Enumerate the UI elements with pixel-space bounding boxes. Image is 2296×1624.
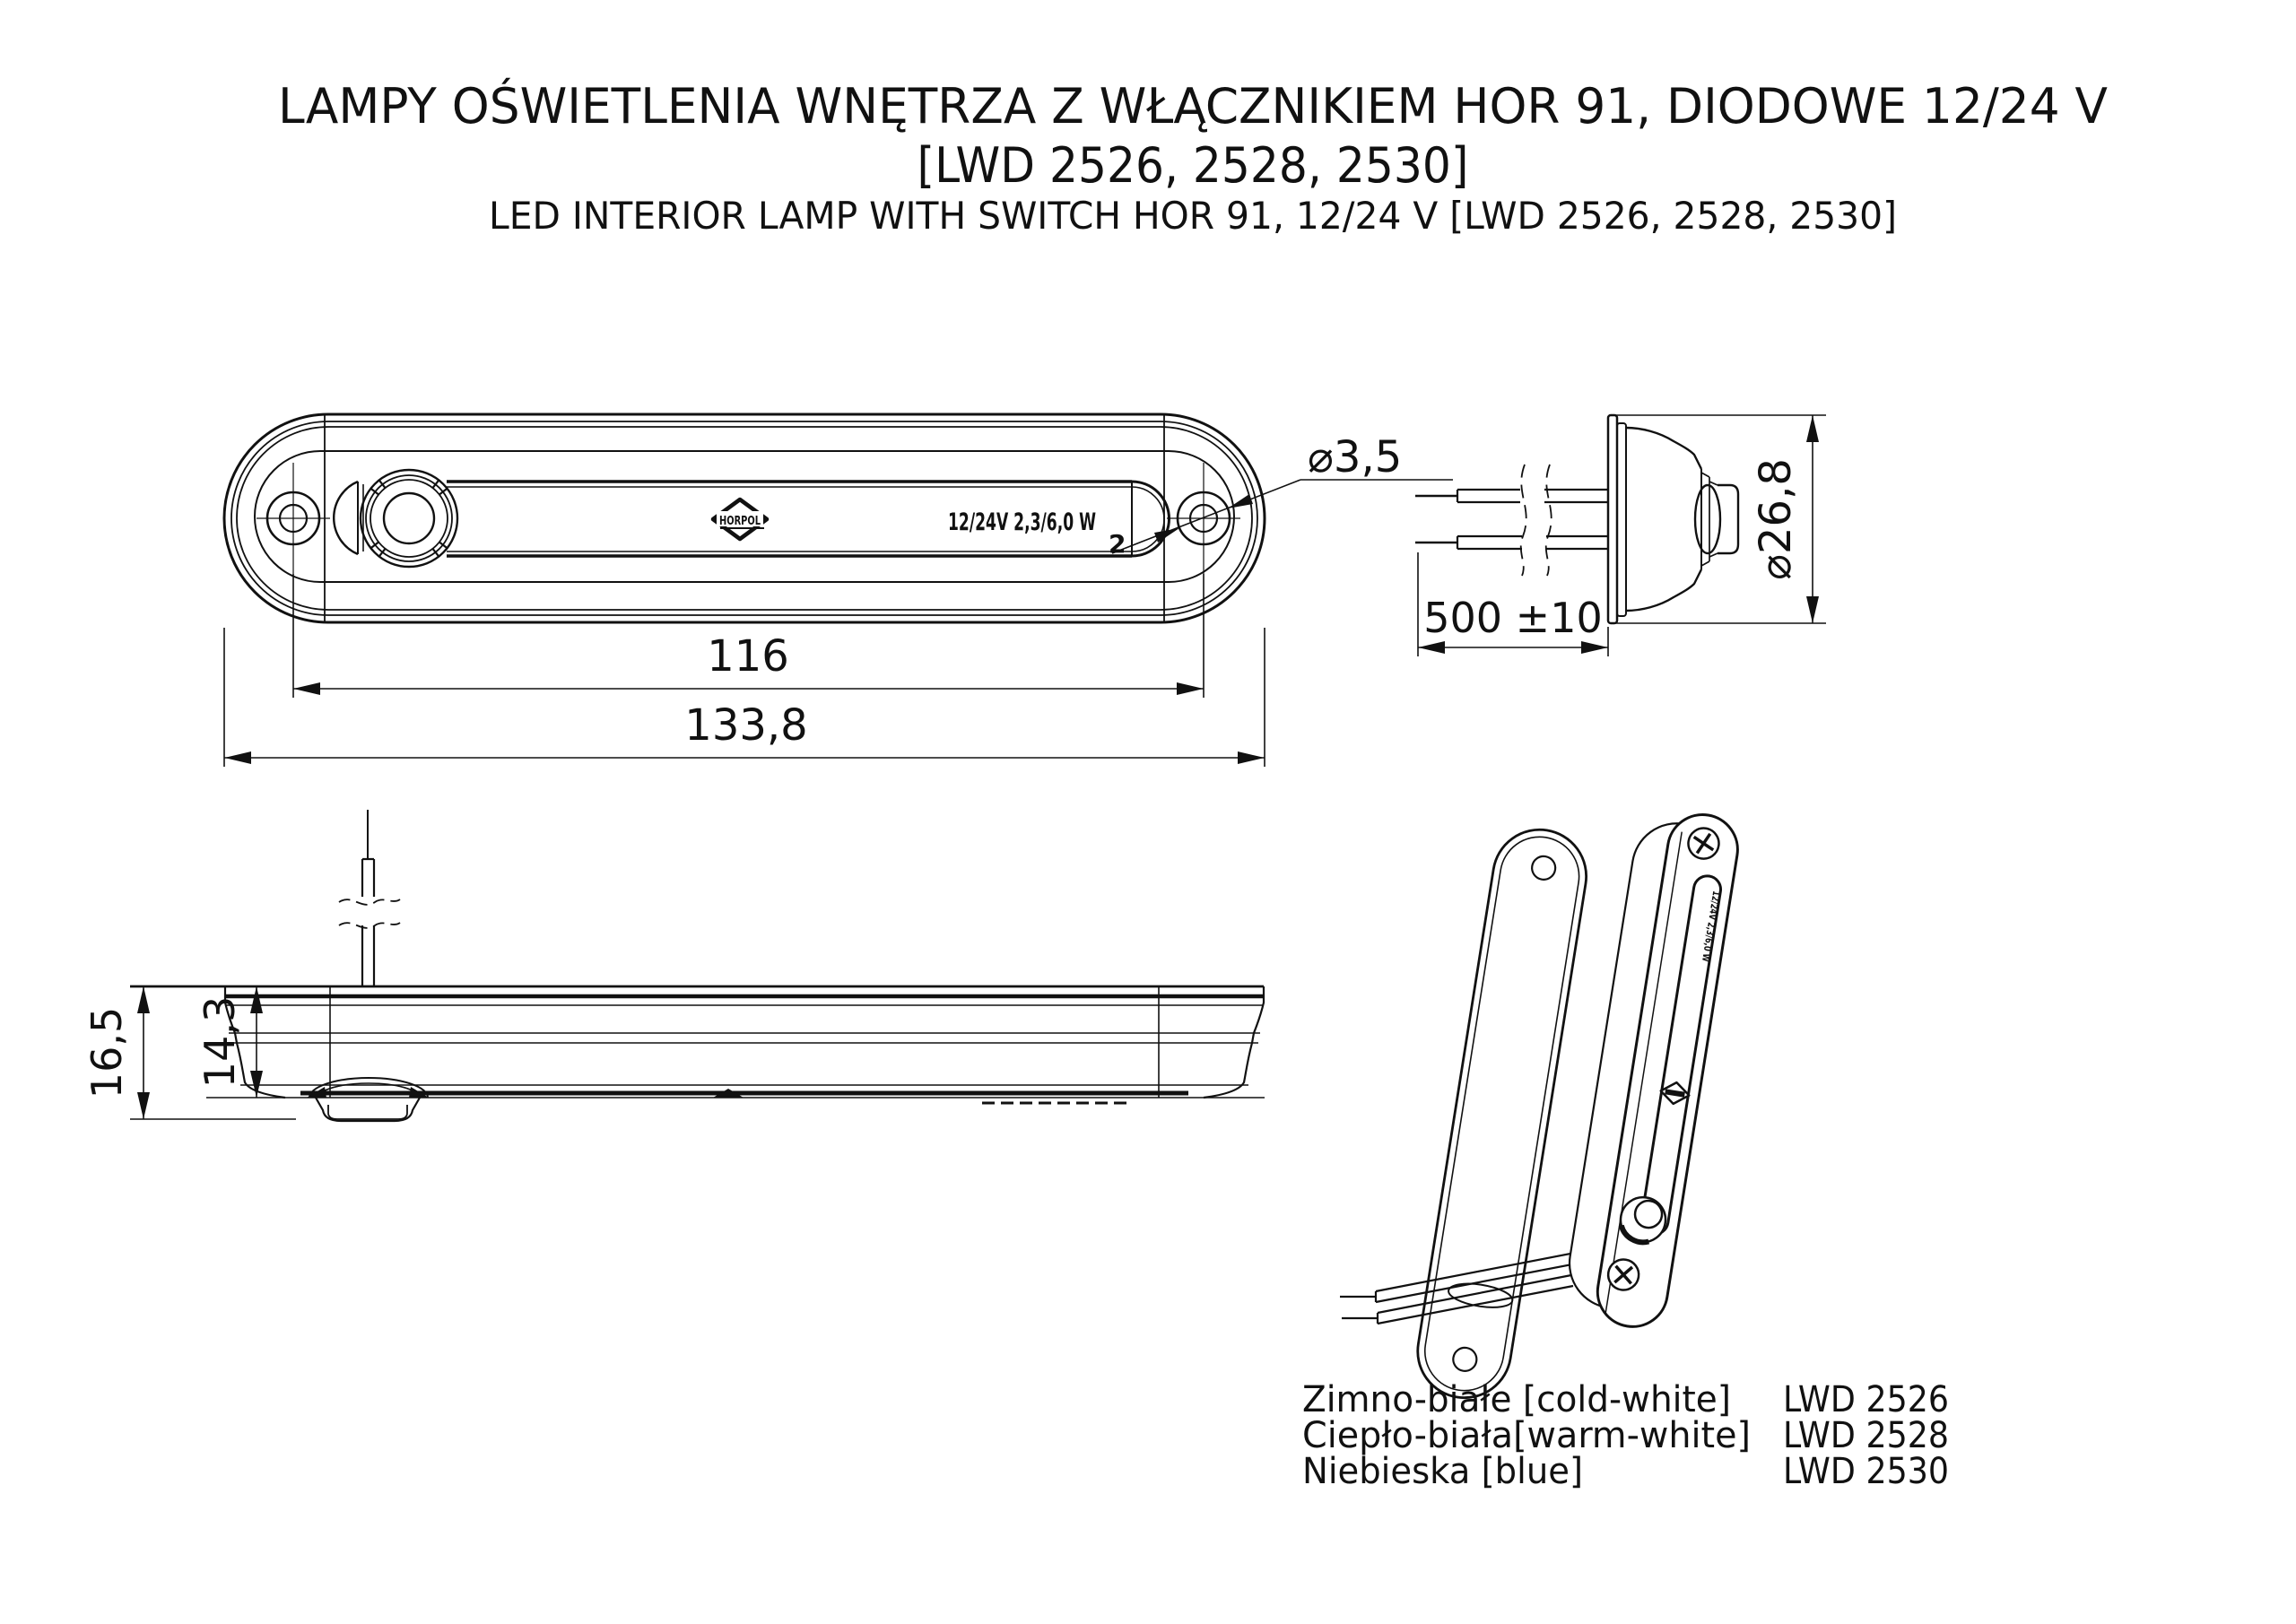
approval-number-text: 2 [1109, 529, 1126, 559]
legend-code-label: LWD 2528 [1783, 1415, 1949, 1456]
mounting-hole-left [257, 463, 330, 574]
dim-500-text: 500 ±10 [1423, 594, 1603, 642]
dim-116-text: 116 [707, 631, 789, 682]
front-view [224, 414, 1453, 767]
iso-wires [1340, 1248, 1600, 1324]
dim-16-5-text: 16,5 [83, 1006, 131, 1099]
title-line-1: LAMPY OŚWIETLENIA WNĘTRZA Z WŁĄCZNIKIEM HOR 91, DIODOWE 12/24 V [278, 78, 2109, 135]
profile-wire [339, 810, 400, 986]
horpol-logo-text: HORPOL [719, 515, 761, 528]
legend-variant-label: Niebieska [blue] [1302, 1451, 1583, 1492]
dimension-total-height [83, 986, 150, 1119]
title-block [278, 78, 2108, 238]
iso-gasket [1411, 823, 1593, 1404]
rating-label-text: 12/24V 2,3/6,0 W [948, 508, 1096, 536]
horpol-logo-icon [713, 499, 767, 539]
title-line-2: [LWD 2526, 2528, 2530] [917, 137, 1469, 194]
switch-side-bracket [334, 482, 363, 554]
iso-rating-label-text: 12/24V 2,3/6,0 W [1695, 890, 1723, 986]
dim-14-3-text: 14,3 [196, 995, 244, 1089]
legend-code-label: LWD 2530 [1783, 1451, 1949, 1492]
switch-button [334, 470, 457, 567]
iso-lamp-body [1561, 804, 1743, 1332]
title-line-3: LED INTERIOR LAMP WITH SWITCH HOR 91, 12/24 V [LWD 2526, 2528, 2530] [489, 194, 1897, 238]
dimension-hole-spacing [293, 574, 1204, 698]
legend-code-label: LWD 2526 [1783, 1379, 1949, 1420]
side-view [1415, 415, 1826, 656]
dim-3-5-text: ⌀3,5 [1308, 432, 1403, 482]
legend-variant-label: Ciepło-biała[warm-white] [1302, 1415, 1751, 1456]
profile-body [130, 986, 1265, 1103]
legend-row-blue [1302, 1451, 1949, 1492]
wires [1415, 465, 1608, 576]
dimension-flange-diameter [1611, 415, 1826, 623]
variant-legend [1302, 1379, 1949, 1492]
legend-variant-label: Zimno-białe [cold-white] [1302, 1379, 1731, 1420]
dim-133-8-text: 133,8 [684, 700, 808, 751]
label-window [447, 482, 1170, 559]
profile-view [83, 810, 1265, 1121]
dimension-cable-length [1418, 552, 1608, 656]
iso-view [1340, 804, 1743, 1404]
dimension-body-height [196, 986, 263, 1098]
dim-26-8-text: ⌀26,8 [1751, 458, 1801, 580]
switch-barrel-profile [1608, 415, 1738, 623]
